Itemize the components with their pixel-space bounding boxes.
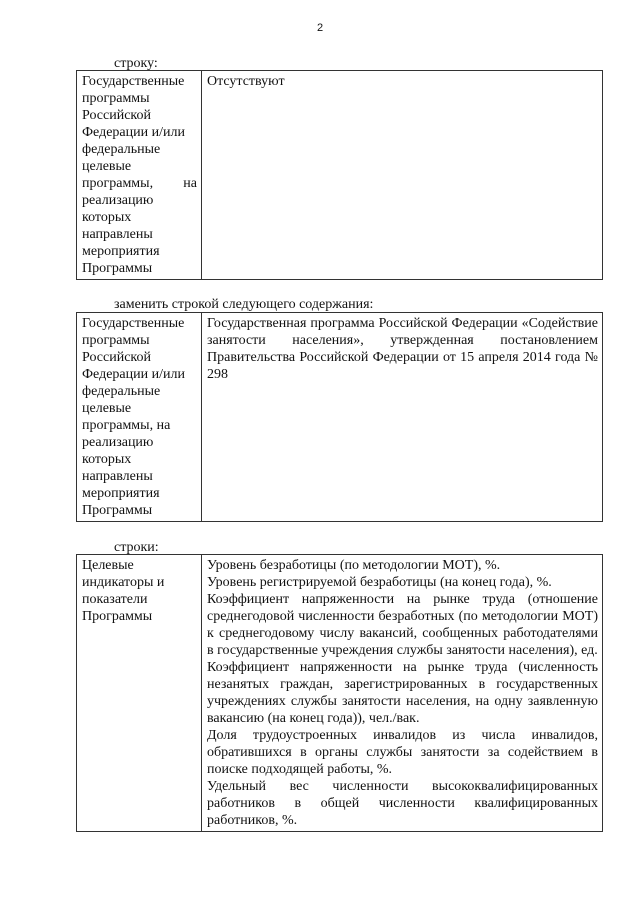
section3-intro: строки:: [114, 540, 159, 555]
indicator-paragraph: Коэффициент напряженности на рынке труда (отношение среднегодовой численности безработных (по методологии МОТ) к среднегодовому числу вакансий, сообщенных работодателями в государственные учреждения службы занятости населения), ед.: [207, 592, 598, 658]
indicator-paragraph: Доля трудоустроенных инвалидов из числа инвалидов, обратившихся в органы службы занятости за содействием в поиске подходящей работы, %.: [207, 728, 598, 777]
label-line: которых: [82, 452, 132, 467]
label-line: Государственные: [82, 74, 185, 89]
indicator-paragraph: Удельный вес численности высококвалифицированных работников в общей численности квалифицированных работников, %.: [207, 779, 598, 828]
label-line: целевые: [82, 401, 132, 416]
label-line: целевые: [82, 159, 132, 174]
label-line: федеральные: [82, 142, 161, 157]
section1-value: Отсутствуют: [207, 74, 285, 89]
section3-label-cell: [77, 555, 202, 832]
section2-table: [76, 312, 603, 522]
indicator-paragraph: Уровень регистрируемой безработицы (на конец года), %.: [207, 575, 552, 590]
label-line: Российской: [82, 350, 151, 365]
indicator-paragraph: Коэффициент напряженности на рынке труда (численность незанятых граждан, зарегистрированных в государственных учреждениях службы занятости населения, на одну заявленную вакансию (на конец года)), чел./вак.: [207, 660, 598, 726]
section1-intro: строку:: [114, 56, 158, 71]
label-line: Программы: [82, 609, 153, 624]
section3-value-cell: [202, 555, 603, 832]
section2-value: Государственная программа Российской Федерации «Содействие занятости населения», утвержденная постановлением Правительства Российской Федерации от 15 апреля 2014 года № 298: [207, 316, 598, 382]
label-line: Государственные: [82, 316, 185, 331]
label-line: направлены: [82, 469, 153, 484]
section1-value-cell: [202, 71, 603, 280]
section1-label-cell: [77, 71, 202, 280]
label-line: программы: [82, 333, 150, 348]
label-line: которых: [82, 210, 132, 225]
label-line: показатели: [82, 592, 148, 607]
label-line: программы, на: [82, 418, 171, 433]
section2-value-cell: [202, 313, 603, 522]
table-row: [77, 313, 603, 522]
label-line: направлены: [82, 227, 153, 242]
label-line: Целевые: [82, 558, 134, 573]
table-row: [77, 555, 603, 832]
label-line: программы: [82, 91, 150, 106]
table-row: [77, 71, 603, 280]
label-line: федеральные: [82, 384, 161, 399]
label-line: индикаторы и: [82, 575, 165, 590]
label-line: программы, на: [82, 176, 197, 191]
label-line: Федерации и/или: [82, 367, 185, 382]
label-line: мероприятия: [82, 486, 160, 501]
label-line: реализацию: [82, 193, 154, 208]
label-line: Федерации и/или: [82, 125, 185, 140]
section2-intro: заменить строкой следующего содержания:: [114, 297, 374, 312]
indicator-paragraph: Уровень безработицы (по методологии МОТ), %.: [207, 558, 501, 573]
section1-table: [76, 70, 603, 280]
section3-table: [76, 554, 603, 832]
label-line: мероприятия: [82, 244, 160, 259]
page-number: 2: [316, 22, 324, 34]
label-line: Программы: [82, 261, 153, 276]
label-line: реализацию: [82, 435, 154, 450]
section2-label-cell: [77, 313, 202, 522]
label-line: Программы: [82, 503, 153, 518]
label-line: Российской: [82, 108, 151, 123]
